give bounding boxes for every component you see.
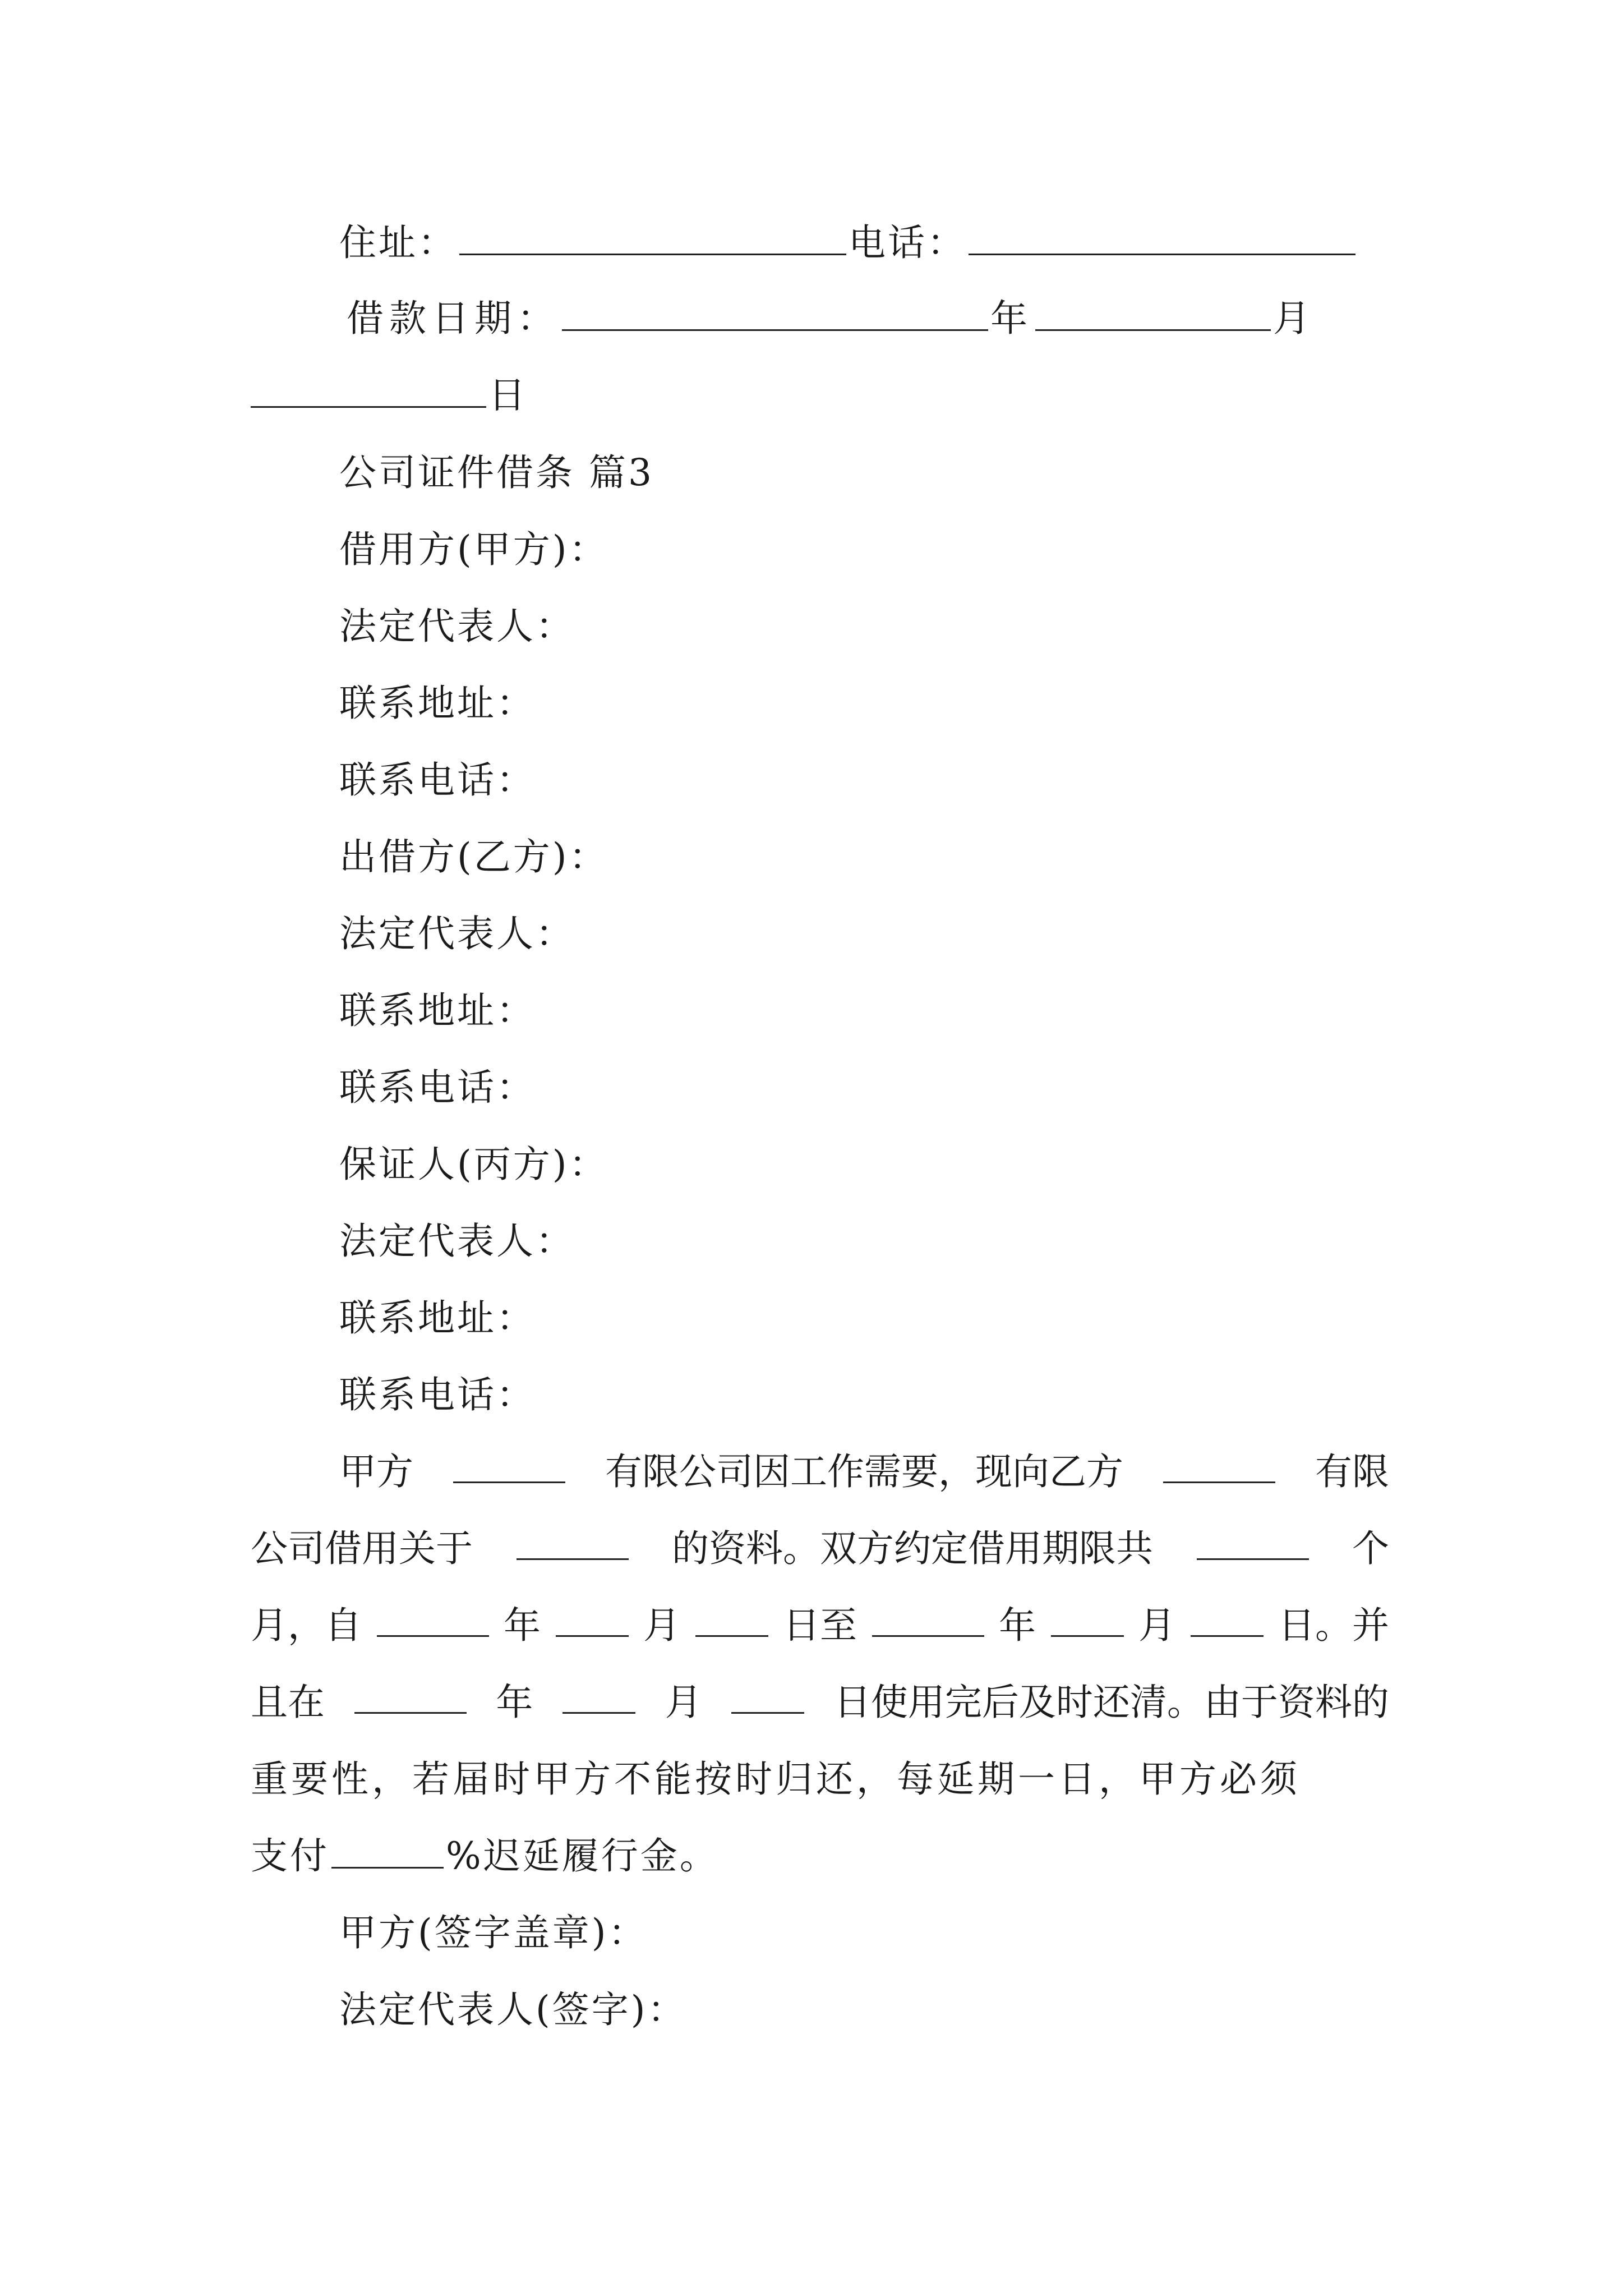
body-text: 日使用完后及时还清。由于资料的: [833, 1681, 1389, 1724]
body-text: 公司借用关于: [251, 1527, 473, 1570]
address-label: 住址：: [339, 221, 457, 264]
blank: [872, 1600, 984, 1637]
loan-year-blank: [562, 295, 988, 331]
contact-line: [339, 218, 1358, 268]
loan-date-line: [347, 293, 1316, 344]
body-text: 月: [1138, 1604, 1175, 1647]
body-line-4: [251, 1677, 1389, 1728]
blank: [562, 1677, 635, 1714]
blank: [695, 1600, 768, 1637]
party-c-title: 保证人(丙方)：: [339, 1143, 608, 1186]
body-text: 甲方: [339, 1450, 413, 1493]
blank: [517, 1524, 629, 1560]
loan-month-label: 月: [1273, 297, 1316, 340]
party-a-signature: 甲方(签字盖章)：: [339, 1911, 648, 1954]
body-text: 年: [504, 1604, 541, 1647]
blank: [377, 1600, 489, 1637]
party-c-phone: 联系电话：: [339, 1373, 536, 1416]
section-title: 公司证件借条 篇3: [339, 451, 654, 494]
party-b-address: 联系地址：: [339, 989, 536, 1032]
body-text: 日。并: [1278, 1604, 1389, 1647]
party-b-phone: 联系电话：: [339, 1066, 536, 1109]
party-a-rep: 法定代表人：: [339, 605, 575, 648]
phone-label: 电话：: [849, 221, 966, 264]
body-text: 有限公司因工作需要，现向乙方: [605, 1450, 1123, 1493]
body-text: 年: [496, 1681, 533, 1724]
body-text: 有限: [1315, 1450, 1389, 1493]
body-text: 年: [999, 1604, 1036, 1647]
body-line-1: [339, 1447, 1389, 1497]
address-blank: [459, 219, 846, 255]
party-b-title: 出借方(乙方)：: [339, 835, 608, 878]
blank: [556, 1600, 629, 1637]
blank: [1197, 1524, 1309, 1560]
loan-year-label: 年: [990, 297, 1033, 340]
party-a-title: 借用方(甲方)：: [339, 528, 608, 571]
party-b-rep: 法定代表人：: [339, 912, 575, 955]
body-text: 且在: [251, 1681, 325, 1724]
body-text: 月: [665, 1681, 702, 1724]
loan-day-label: 日: [488, 374, 528, 417]
party-a-phone: 联系电话：: [339, 758, 536, 802]
party-a-address: 联系地址：: [339, 682, 536, 725]
loan-month-blank: [1035, 295, 1271, 331]
loan-day-line: [251, 370, 528, 421]
body-line-6: [251, 1831, 719, 1881]
body-text: 支付: [251, 1834, 329, 1878]
body-text: 的资料。双方约定借用期限共: [672, 1527, 1153, 1570]
body-text: 月: [643, 1604, 680, 1647]
body-text: 月，自: [251, 1604, 362, 1647]
blank: [331, 1832, 444, 1869]
loan-date-label: 借款日期：: [347, 297, 560, 340]
rep-signature: 法定代表人(签字)：: [339, 1988, 687, 2031]
body-text: 个: [1352, 1527, 1389, 1570]
body-line-3: [251, 1600, 1389, 1651]
party-c-rep: 法定代表人：: [339, 1220, 575, 1263]
blank: [354, 1677, 467, 1714]
loan-day-blank: [251, 371, 486, 408]
body-line-2: [251, 1524, 1389, 1574]
blank: [1051, 1600, 1124, 1637]
phone-blank: [969, 219, 1355, 255]
body-text: %迟延履行金。: [446, 1834, 719, 1878]
blank: [731, 1677, 804, 1714]
blank: [453, 1447, 565, 1483]
party-c-address: 联系地址：: [339, 1296, 536, 1340]
blank: [1191, 1600, 1264, 1637]
body-text: 日至: [783, 1604, 857, 1647]
blank: [1163, 1447, 1275, 1483]
body-line-5: 重要性，若届时甲方不能按时归还，每延期一日，甲方必须: [251, 1757, 1301, 1801]
